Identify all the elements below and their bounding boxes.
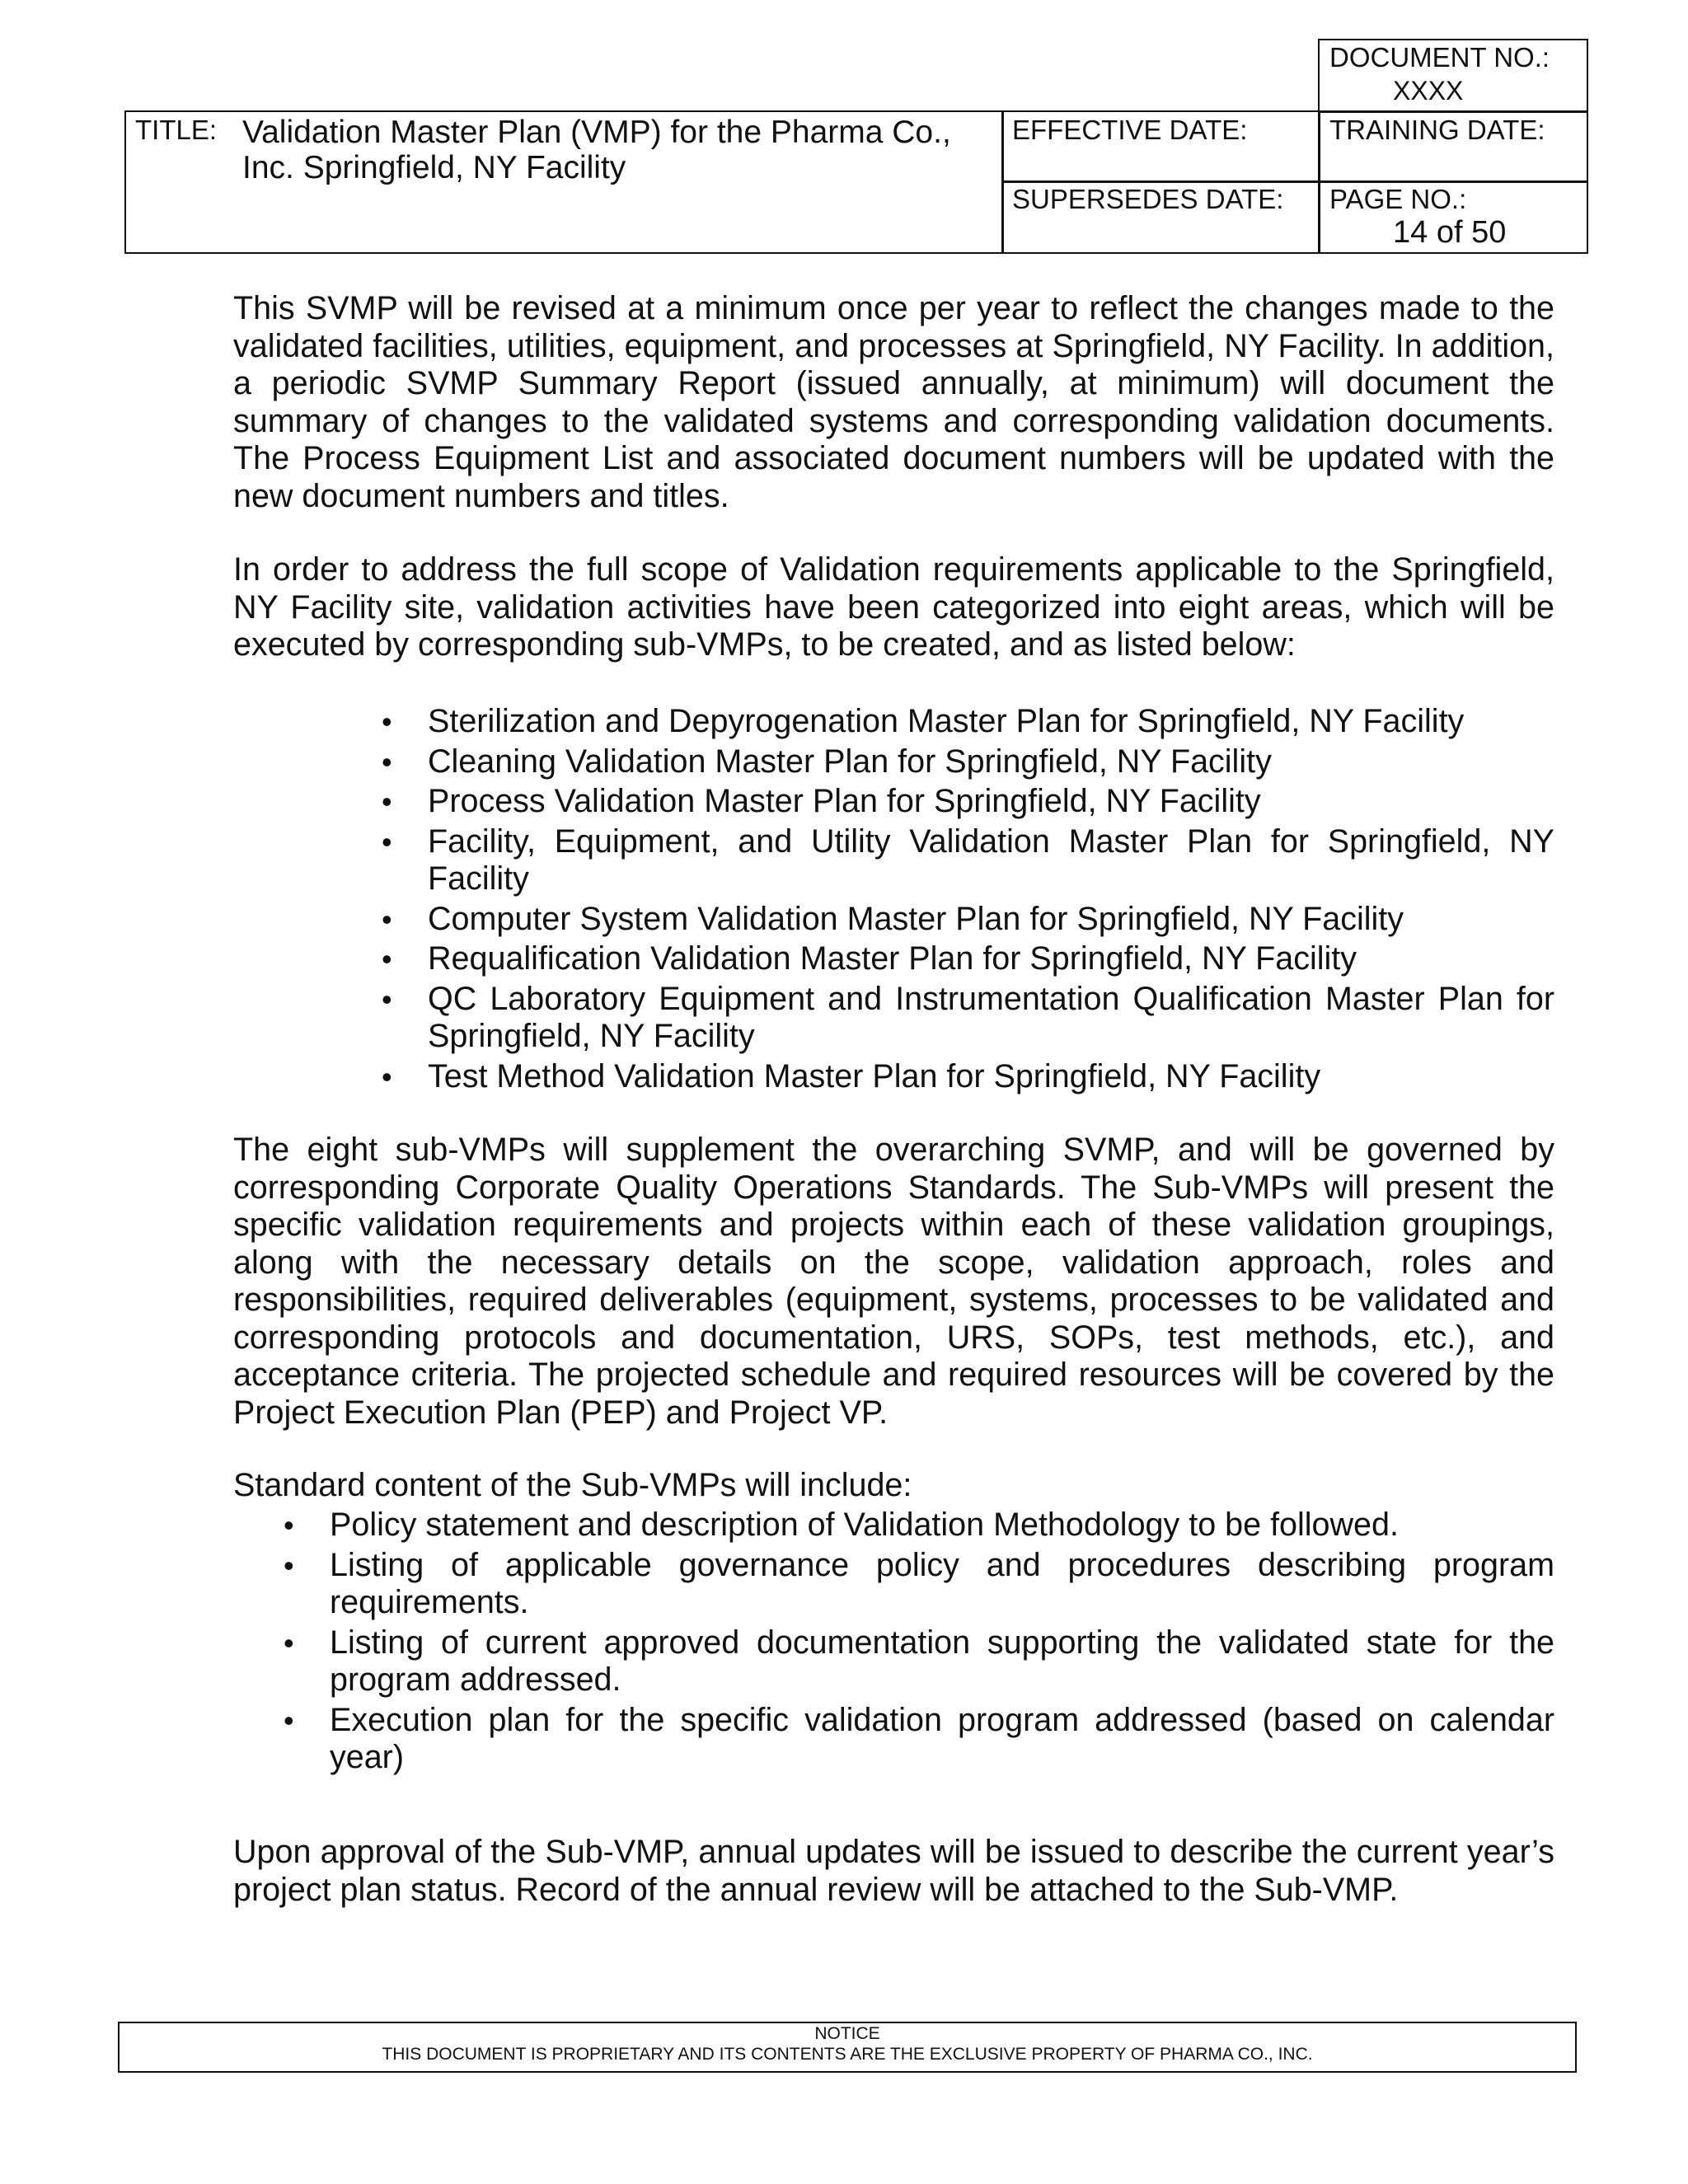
list-item-text: Computer System Validation Master Plan for Springfield, NY Facility [428,900,1404,937]
list-item [382,823,1554,898]
bullet-icon: • [284,1625,294,1660]
list-item-text: Sterilization and Depyrogenation Master Plan for Springfield, NY Facility [428,703,1465,739]
list-item-text: Process Validation Master Plan for Springfield, NY Facility [428,783,1261,819]
list-item [382,900,1554,939]
supersedes-date-label: SUPERSEDES DATE: [1012,184,1284,214]
page-number: 14 of 50 [1393,215,1507,250]
notice-text: THIS DOCUMENT IS PROPRIETARY AND ITS CONTENTS ARE THE EXCLUSIVE PROPERTY OF PHARMA CO., INC. [382,2045,1313,2064]
bullet-icon: • [382,982,392,1016]
document-no-label: DOCUMENT NO.: [1329,42,1550,73]
bullet-icon: • [382,824,392,859]
paragraph-standard-content-intro: Standard content of the Sub-VMPs will include: [233,1467,912,1503]
list-item-text: Facility, Equipment, and Utility Validation Master Plan for Springfield, NY Facility [428,823,1554,897]
document-title-line-1: Validation Master Plan (VMP) for the Pharma Co., [242,115,951,150]
bullet-icon: • [382,942,392,976]
bullet-icon: • [284,1548,294,1582]
paragraph-revision-policy: This SVMP will be revised at a minimum once per year to reflect the changes made to the validated facilities, utilities, equipment, and processes at Springfield, NY Facility. In addition, a periodic SVMP Summary Report (issued annually, at minimum) will document the summary of changes to the validated systems and corresponding validation documents. The Process Equipment List and associated document numbers will be updated with the new document numbers and titles. [233,290,1554,514]
list-item-text: Listing of applicable governance policy and procedures describing program requirements. [330,1546,1554,1620]
list-item-text: QC Laboratory Equipment and Instrumentation Qualification Master Plan for Springfield, NY Facility [428,980,1554,1054]
training-date-label: TRAINING DATE: [1329,115,1545,145]
document-no-value: XXXX [1393,76,1464,105]
list-item-text: Execution plan for the specific validation program addressed (based on calendar year) [330,1701,1554,1775]
document-title-line-2: Inc. Springfield, NY Facility [242,150,626,185]
list-item-text: Requalification Validation Master Plan for Springfield, NY Facility [428,940,1357,977]
bullet-icon: • [382,705,392,738]
bullet-icon: • [284,1508,294,1542]
bullet-icon: • [382,902,392,936]
list-item-text: Test Method Validation Master Plan for Springfield, NY Facility [428,1057,1321,1094]
bullet-icon: • [284,1703,294,1737]
list-item-text: Listing of current approved documentation supporting the validated state for the program addressed. [330,1624,1554,1698]
notice-title: NOTICE [814,2024,880,2043]
list-item [284,1507,1554,1544]
list-item [382,703,1554,741]
list-item [284,1546,1554,1622]
document-header [0,0,1688,264]
paragraph-sub-vmp-governance: The eight sub-VMPs will supplement the overarching SVMP, and will be governed by corresponding Corporate Quality Operations Standards. The Sub-VMPs will present the specific validation requirements and projects within each of these validation groupings, along with the necessary details on the scope, validation approach, roles and responsibilities, required deliverables (equipment, systems, processes to be validated and corresponding protocols and documentation, URS, SOPs, test methods, etc.), and acceptance criteria. The projected schedule and required resources will be covered by the Project Execution Plan (PEP) and Project VP. [233,1132,1554,1431]
list-item-text: Cleaning Validation Master Plan for Springfield, NY Facility [428,743,1272,780]
paragraph-scope: In order to address the full scope of Validation requirements applicable to the Springfield, NY Facility site, validation activities have been categorized into eight areas, which will be executed by corresponding sub-VMPs, to be created, and as listed below: [233,551,1554,663]
bullet-icon: • [382,1059,392,1094]
list-item-text: Policy statement and description of Validation Methodology to be followed. [330,1507,1399,1543]
list-item [382,743,1554,781]
bullet-icon: • [382,744,392,779]
list-item [382,1057,1554,1096]
standard-content-list [284,1507,1554,1779]
title-label: TITLE: [135,115,218,145]
sub-vmp-list [382,703,1554,1098]
bullet-icon: • [382,785,392,818]
effective-date-label: EFFECTIVE DATE: [1012,115,1248,145]
list-item [382,783,1554,821]
page-no-label: PAGE NO.: [1329,184,1467,214]
proprietary-notice [118,2022,1577,2073]
list-item [382,980,1554,1056]
paragraph-annual-updates: Upon approval of the Sub-VMP, annual updates will be issued to describe the current year’s project plan status. Record of the annual review will be attached to the Sub-VMP. [233,1834,1554,1908]
list-item [284,1701,1554,1777]
list-item [284,1624,1554,1699]
list-item [382,940,1554,978]
